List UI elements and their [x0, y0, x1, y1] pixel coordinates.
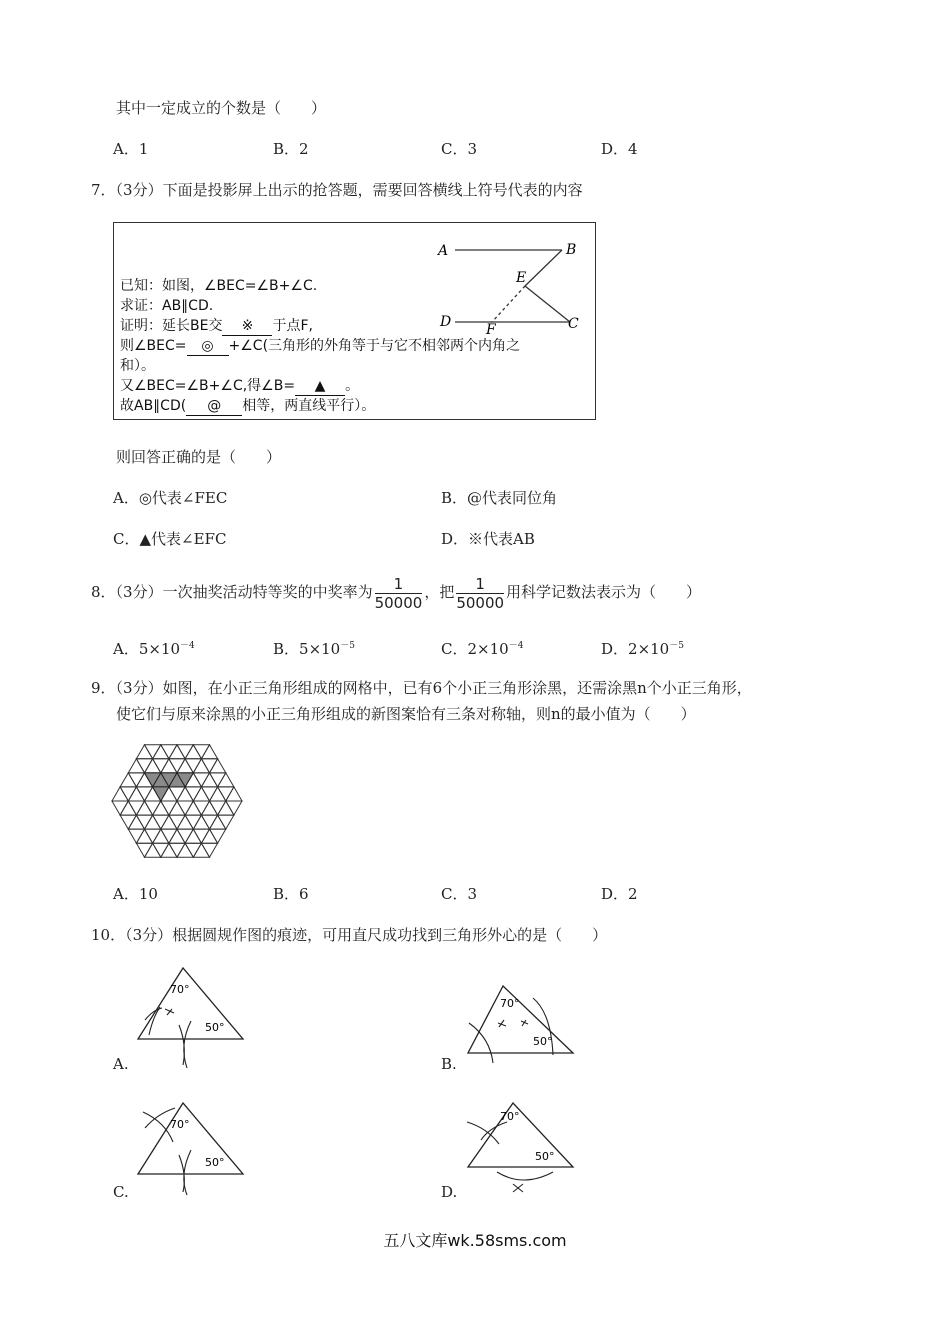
grid-triangle [185, 745, 201, 759]
q7-box-line1: 已知：如图，∠BEC=∠B+∠C. [120, 278, 318, 294]
grid-triangle [153, 843, 169, 857]
q10-option-c-label: C. [113, 1183, 129, 1201]
grid-triangle [193, 829, 209, 843]
grid-triangle [185, 801, 201, 815]
grid-triangle [145, 829, 161, 843]
q6-option-a: A．1 [113, 140, 149, 158]
grid-triangle [145, 759, 161, 773]
grid-triangle [218, 815, 234, 829]
q8-option-c: C．$2\times 10^{-4}$ [441, 640, 524, 658]
q7-box-line6: 又∠BEC=∠B+∠C,得∠B= ▲ 。 [120, 378, 360, 394]
grid-triangle [201, 829, 217, 843]
q6-option-b: B．2 [273, 140, 309, 158]
grid-triangle [120, 801, 136, 815]
grid-triangle [161, 759, 177, 773]
grid-triangle [177, 801, 193, 815]
q7-figure [430, 236, 590, 336]
svg-text:70°: 70° [170, 1118, 190, 1131]
q8-option-a: A．$5\times 10^{-4}$ [113, 640, 195, 658]
grid-triangle [177, 787, 193, 801]
grid-triangle [210, 773, 226, 787]
label-d: D [440, 314, 452, 330]
q7-box-line7: 故AB∥CD( @ 相等，两直线平行）。 [120, 398, 376, 414]
grid-triangle [136, 745, 152, 759]
grid-triangle [210, 801, 226, 815]
q9-triangle-grid [112, 744, 244, 860]
q7-option-c: C．▲代表∠EFC [113, 530, 227, 548]
label-a: A [438, 243, 449, 259]
grid-triangle [210, 787, 226, 801]
svg-text:70°: 70° [500, 997, 520, 1010]
grid-triangle [218, 801, 234, 815]
q7-box-line2: 求证：AB∥CD. [120, 298, 214, 314]
label-e: E [516, 270, 527, 286]
grid-triangle [153, 801, 169, 815]
grid-triangle [201, 815, 217, 829]
grid-triangle [128, 829, 144, 843]
grid-triangle [169, 759, 185, 773]
grid-triangle [226, 801, 242, 815]
q10-option-d-label: D. [441, 1183, 458, 1201]
grid-triangle [161, 745, 177, 759]
grid-triangle [145, 801, 161, 815]
grid-triangle [169, 787, 185, 801]
grid-triangle [161, 801, 177, 815]
q6-tail: 其中一定成立的个数是（ ） [116, 99, 327, 117]
grid-triangle [201, 759, 217, 773]
grid-triangle [185, 815, 201, 829]
grid-triangle [128, 801, 144, 815]
grid-triangle [136, 801, 152, 815]
q7-question: 则回答正确的是（ ） [116, 448, 282, 466]
grid-triangle [120, 773, 136, 787]
q8-stem: 8．（3分）一次抽奖活动特等奖的中奖率为 $\frac{1}{50000}$ ，把 $\frac{1}{50000}$ 用科学记数法表示为（ ） [91, 574, 702, 612]
q9-option-c: C．3 [441, 885, 478, 903]
grid-triangle [169, 843, 185, 857]
grid-triangle [136, 815, 152, 829]
q7-box-line4: 则∠BEC= ◎ +∠C(三角形的外角等于与它不相邻两个内角之 [120, 338, 521, 354]
grid-triangle [218, 773, 234, 787]
grid-triangle [145, 745, 161, 759]
grid-triangle [112, 801, 128, 815]
q7-stem: 7．（3分）下面是投影屏上出示的抢答题，需要回答横线上符号代表的内容 [91, 181, 583, 199]
grid-triangle [169, 801, 185, 815]
q9-option-b: B．6 [273, 885, 309, 903]
grid-triangle [128, 787, 144, 801]
q10-figure-a [135, 965, 247, 1070]
label-c: C [568, 316, 579, 332]
blank-triangle: ▲ [295, 377, 345, 396]
q10-stem: 10．（3分）根据圆规作图的痕迹，可用直尺成功找到三角形外心的是（ ） [91, 926, 608, 944]
svg-text:50°: 50° [533, 1035, 553, 1048]
q7-box-line3: 证明：延长BE交 ※ 于点F, [120, 318, 313, 334]
grid-triangle [120, 787, 136, 801]
q9-stem-line1: 9．（3分）如图，在小正三角形组成的网格中，已有6个小正三角形涂黑，还需涂黑n个小正三角形， [91, 679, 752, 697]
q6-option-d: D．4 [601, 140, 638, 158]
grid-triangle [201, 745, 217, 759]
grid-triangle [136, 759, 152, 773]
q7-option-b: B．@代表同位角 [441, 489, 558, 507]
grid-triangle [169, 829, 185, 843]
grid-triangle [136, 843, 152, 857]
grid-triangle [193, 773, 209, 787]
grid-triangle [201, 843, 217, 857]
grid-triangle [193, 745, 209, 759]
grid-triangle [128, 815, 144, 829]
grid-triangle [185, 829, 201, 843]
q9-option-d: D．2 [601, 885, 638, 903]
grid-triangle [177, 759, 193, 773]
grid-triangle [128, 773, 144, 787]
q10-figure-b [465, 983, 577, 1063]
q7-option-a: A．◎代表∠FEC [113, 489, 228, 507]
svg-text:50°: 50° [205, 1021, 225, 1034]
grid-triangle [153, 815, 169, 829]
q8-option-b: B．$5\times 10^{-5}$ [273, 640, 355, 658]
blank-at: @ [186, 397, 242, 416]
footer-watermark: 五八文库wk.58sms.com [383, 1231, 567, 1250]
grid-triangle [169, 745, 185, 759]
grid-triangle [136, 787, 152, 801]
grid-triangle [226, 787, 242, 801]
q6-option-c: C．3 [441, 140, 478, 158]
q9-stem-line2: 使它们与原来涂黑的小正三角形组成的新图案恰有三条对称轴，则n的最小值为（ ） [116, 705, 696, 723]
grid-triangle [153, 745, 169, 759]
grid-triangle [193, 843, 209, 857]
grid-triangle [218, 787, 234, 801]
svg-text:70°: 70° [500, 1110, 520, 1123]
grid-triangle [120, 815, 136, 829]
grid-triangle [201, 773, 217, 787]
shaded-triangle [153, 787, 169, 801]
grid-triangle [145, 843, 161, 857]
grid-triangle [201, 787, 217, 801]
grid-triangle [153, 829, 169, 843]
grid-triangle [185, 759, 201, 773]
grid-triangle [201, 801, 217, 815]
grid-triangle [161, 843, 177, 857]
q8-option-d: D．$2\times 10^{-5}$ [601, 640, 684, 658]
grid-triangle [185, 787, 201, 801]
grid-triangle [161, 815, 177, 829]
grid-triangle [210, 815, 226, 829]
svg-text:50°: 50° [535, 1150, 555, 1163]
grid-triangle [177, 843, 193, 857]
blank-ref-mark: ※ [222, 317, 272, 336]
q8-fraction-1: $\frac{1}{50000}$ [374, 574, 423, 612]
grid-triangle [210, 829, 226, 843]
grid-triangle [169, 815, 185, 829]
q10-figure-c [135, 1100, 247, 1195]
grid-triangle [210, 759, 226, 773]
grid-triangle [193, 759, 209, 773]
svg-text:50°: 50° [205, 1156, 225, 1169]
svg-text:70°: 70° [170, 983, 190, 996]
blank-bullseye: ◎ [187, 337, 229, 356]
grid-triangle [153, 759, 169, 773]
q7-option-d: D．※代表AB [441, 530, 535, 548]
grid-triangle [177, 745, 193, 759]
grid-triangle [177, 815, 193, 829]
q7-box-line5: 和）。 [120, 358, 155, 374]
grid-triangle [112, 787, 128, 801]
grid-triangle [193, 801, 209, 815]
q10-option-a-label: A. [113, 1055, 129, 1073]
label-b: B [566, 242, 577, 258]
q10-figure-d [465, 1100, 577, 1195]
label-f: F [486, 322, 496, 338]
grid-triangle [177, 829, 193, 843]
grid-triangle [128, 759, 144, 773]
grid-triangle [193, 815, 209, 829]
grid-triangle [136, 829, 152, 843]
grid-triangle [185, 843, 201, 857]
grid-triangle [145, 815, 161, 829]
grid-triangle [161, 829, 177, 843]
grid-triangle [193, 787, 209, 801]
q10-option-b-label: B. [441, 1055, 457, 1073]
q8-fraction-2: $\frac{1}{50000}$ [456, 574, 505, 612]
q9-option-a: A．10 [113, 885, 158, 903]
